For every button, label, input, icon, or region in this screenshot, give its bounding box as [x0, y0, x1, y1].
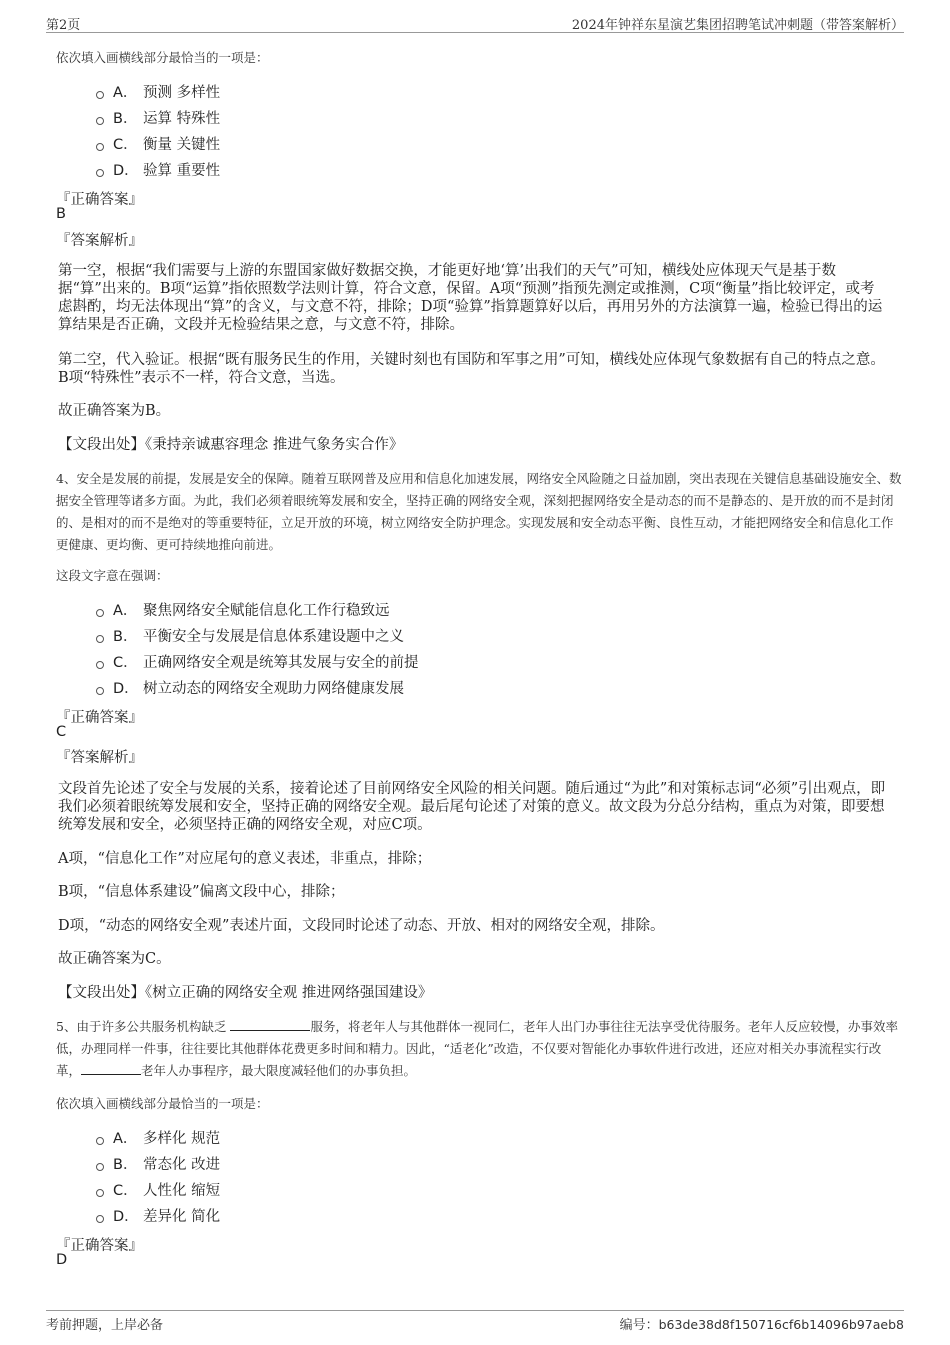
q3-analysis-p1: 第一空，根据“我们需要与上游的东盟国家做好数据交换，才能更好地‘算’出我们的天气”可知，横线处应体现天气是基于数据“算”出来的。B项“运算”指依照数学法则计算，符合文意，保留。A项“预测”指预先测定或推测，C项“衡量”指比较评定，或考虑斟酌，均无法体现出“算”的含义，与文意不符，排除；D项“验算”指算题算好以后，再用另外的方法演算一遍，检验已得出的运算结果是否正确，文段并无检验结果之意，与文意不符，排除。 — [58, 263, 883, 333]
q4-analysis-d: D项，“动态的网络安全观”表述片面，文段同时论述了动态、开放、相对的网络安全观，排除。 — [58, 918, 665, 934]
radio-icon[interactable] — [96, 91, 104, 99]
radio-icon[interactable] — [96, 635, 104, 643]
radio-icon[interactable] — [96, 1215, 104, 1223]
q3-option-c[interactable]: C． 衡量 关键性 — [96, 130, 220, 156]
q3-options — [96, 78, 220, 182]
q4-analysis-a: A项，“信息化工作”对应尾句的意义表述，非重点，排除； — [58, 851, 432, 867]
radio-icon[interactable] — [96, 1163, 104, 1171]
radio-icon[interactable] — [96, 169, 104, 177]
q3-option-a[interactable]: A． 预测 多样性 — [96, 78, 220, 104]
q4-option-d[interactable]: D． 树立动态的网络安全观助力网络健康发展 — [96, 674, 419, 700]
q4-analysis-p1: 文段首先论述了安全与发展的关系，接着论述了目前网络安全风险的相关问题。随后通过“为此”和对策标志词“必须”引出观点，即我们必须着眼统筹发展和安全，坚持正确的网络安全观。最后尾句论述了对策的意义。故文段为分总分结构，重点为对策，即要想统筹发展和安全，必须坚持正确的网络安全观，对应C项。 — [58, 781, 886, 833]
fill-blank-1[interactable] — [230, 1018, 310, 1031]
radio-icon[interactable] — [96, 661, 104, 669]
document-code: 编号：b63de38d8f150716cf6b14096b97aeb8 — [619, 1317, 904, 1333]
q4-analysis-conclusion: 故正确答案为C。 — [58, 951, 171, 967]
radio-icon[interactable] — [96, 1189, 104, 1197]
q4-option-c[interactable]: C． 正确网络安全观是统筹其发展与安全的前提 — [96, 648, 419, 674]
q4-options — [96, 596, 419, 700]
q3-analysis-label: 『答案解析』 — [56, 233, 143, 249]
q5-option-c[interactable]: C． 人性化 缩短 — [96, 1176, 220, 1202]
q3-option-b[interactable]: B． 运算 特殊性 — [96, 104, 220, 130]
q4-prompt: 这段文字意在强调： — [56, 568, 169, 583]
q5-answer: D — [56, 1252, 68, 1268]
q4-source: 【文段出处】《树立正确的网络安全观 推进网络强国建设》 — [58, 985, 433, 1001]
q3-analysis-p2: 第二空，代入验证。根据“既有服务民生的作用，关键时刻也有国防和军事之用”可知，横线处应体现气象数据有自己的特点之意。B项“特殊性”表示不一样，符合文意，当选。 — [58, 352, 885, 386]
footer-slogan: 考前押题，上岸必备 — [46, 1318, 164, 1333]
q4-analysis-b: B项，“信息体系建设”偏离文段中心，排除； — [58, 884, 345, 900]
document-title: 2024年钟祥东星演艺集团招聘笔试冲刺题（带答案解析） — [571, 18, 904, 33]
q4-answer-label: 『正确答案』 — [56, 710, 143, 726]
q4-analysis-label: 『答案解析』 — [56, 750, 143, 766]
q3-answer: B — [56, 206, 66, 222]
q4-option-a[interactable]: A． 聚焦网络安全赋能信息化工作行稳致远 — [96, 596, 419, 622]
radio-icon[interactable] — [96, 1137, 104, 1145]
q5-option-d[interactable]: D． 差异化 简化 — [96, 1202, 220, 1228]
q5-option-a[interactable]: A． 多样化 规范 — [96, 1124, 220, 1150]
radio-icon[interactable] — [96, 143, 104, 151]
q3-source: 【文段出处】《秉持亲诚惠容理念 推进气象务实合作》 — [58, 437, 404, 453]
q3-analysis-conclusion: 故正确答案为B。 — [58, 403, 171, 419]
q3-prompt: 依次填入画横线部分最恰当的一项是： — [56, 50, 269, 65]
page-number: 第2页 — [46, 18, 81, 33]
q5-prompt: 依次填入画横线部分最恰当的一项是： — [56, 1096, 269, 1111]
fill-blank-2[interactable] — [81, 1062, 141, 1075]
q5-stem: 5、由于许多公共服务机构缺乏 服务，将老年人与其他群体一视同仁，老年人出门办事往往无法享受优待服务。老年人反应较慢，办事效率低，办理同样一件事，往往要比其他群体花费更多时间和精力。因此，“适老化”改造，不仅要对智能化办事软件进行改进，还应对相关办事流程实行改革， 老年人办事程序，最大限度减轻他们的办事负担。 — [56, 1019, 898, 1078]
q4-option-b[interactable]: B． 平衡安全与发展是信息体系建设题中之义 — [96, 622, 419, 648]
q3-answer-label: 『正确答案』 — [56, 192, 143, 208]
page-header — [46, 12, 904, 33]
radio-icon[interactable] — [96, 609, 104, 617]
q3-option-d[interactable]: D． 验算 重要性 — [96, 156, 220, 182]
radio-icon[interactable] — [96, 687, 104, 695]
q4-stem: 4、安全是发展的前提，发展是安全的保障。随着互联网普及应用和信息化加速发展，网络安全风险随之日益加剧，突出表现在关键信息基础设施安全、数据安全管理等诸多方面。为此，我们必须着眼统筹发展和安全，坚持正确的网络安全观，深刻把握网络安全是动态的而不是静态的、是开放的而不是封闭的、是相对的而不是绝对的等重要特征，立足开放的环境，树立网络安全防护理念。实现发展和安全动态平衡、良性互动，才能把网络安全和信息化工作更健康、更均衡、更可持续地推向前进。 — [56, 471, 902, 552]
page-footer — [46, 1310, 904, 1335]
q5-answer-label: 『正确答案』 — [56, 1238, 143, 1254]
q5-option-b[interactable]: B． 常态化 改进 — [96, 1150, 220, 1176]
radio-icon[interactable] — [96, 117, 104, 125]
q4-answer: C — [56, 724, 67, 740]
q5-options — [96, 1124, 220, 1228]
